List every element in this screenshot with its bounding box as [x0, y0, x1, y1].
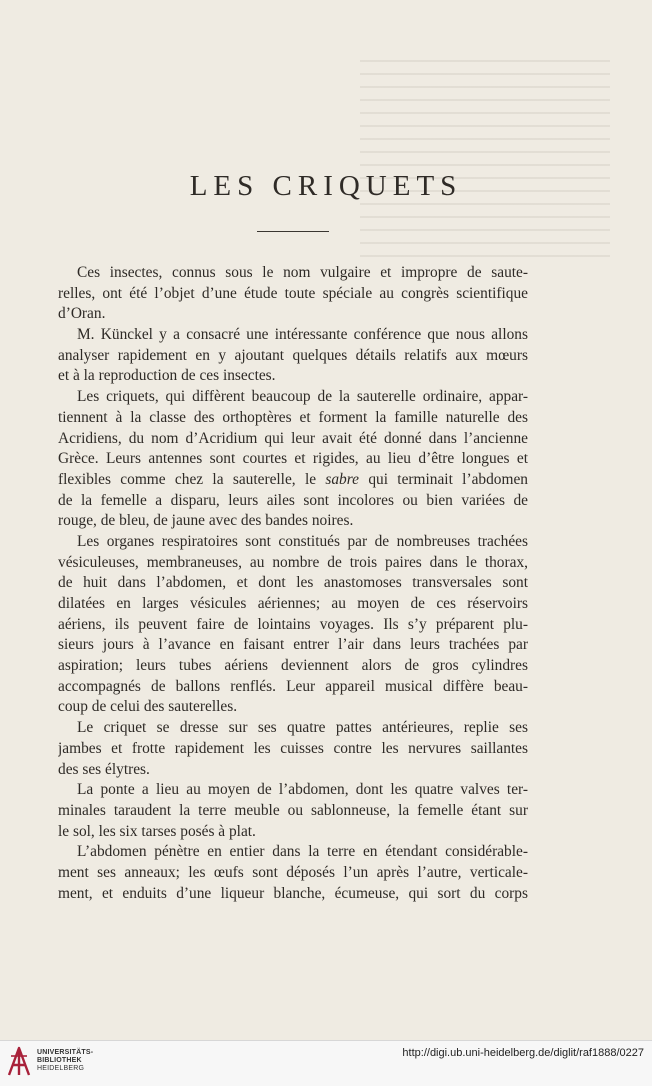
text-line: dilatées en larges vésicules aériennes; au moyen de ces réservoirs: [58, 595, 528, 612]
bleed-through-texture: [360, 60, 610, 260]
library-name-line: UNIVERSITÄTS-: [37, 1049, 94, 1056]
text-line: M. Künckel y a consacré une intéressante conférence que nous allons: [77, 326, 528, 344]
text-line: vésiculeuses, membraneuses, au nombre de trois paires dans le thorax,: [58, 553, 528, 571]
text-run: flexibles comme chez la sauterelle, le: [58, 470, 326, 488]
text-line: accompagnés de ballons renflés. Leur appareil musical diffère beau-: [58, 677, 528, 695]
text-line: Les criquets, qui diffèrent beaucoup de la sauterelle ordinaire, appar-: [77, 388, 528, 406]
text-line: rouge, de bleu, de jaune avec des bandes noires.: [58, 512, 354, 530]
text-line: minales taraudent la terre meuble ou sablonneuse, la femelle étant sur: [58, 801, 528, 819]
text-run: qui terminait l’abdomen: [359, 470, 528, 488]
title-rule: [257, 231, 329, 232]
text-line: Grèce. Leurs antennes sont courtes et rigides, au lieu d’être longues et: [58, 450, 528, 468]
text-line: Acridiens, du nom d’Acridium qui leur avait été donné dans l’ancienne: [58, 429, 528, 447]
text-line: ment ses anneaux; les œufs sont déposés l’un après l’autre, verticale-: [58, 863, 528, 881]
library-logo-icon: [6, 1044, 32, 1078]
text-line: Le criquet se dresse sur ses quatre pattes antérieures, replie ses: [77, 719, 528, 737]
permalink-url[interactable]: http://digi.ub.uni-heidelberg.de/diglit/raf1888/0227: [402, 1047, 644, 1059]
text-line: aspiration; leurs tubes aériens deviennent alors de gros cylindres: [58, 657, 528, 675]
text-line-with-italic: [58, 470, 528, 491]
text-line: Ces insectes, connus sous le nom vulgaire et impropre de saute-: [77, 264, 528, 281]
text-line: aériens, ils peuvent faire de lointains voyages. Ils s’y préparent plu-: [58, 615, 528, 633]
text-line: le sol, les six tarses posés à plat.: [58, 822, 256, 840]
text-line: d’Oran.: [58, 305, 106, 323]
text-line: La ponte a lieu au moyen de l’abdomen, dont les quatre valves ter-: [77, 781, 528, 799]
page-title: LES CRIQUETS: [189, 170, 463, 202]
text-line: relles, ont été l’objet d’une étude toute spéciale au congrès scientifique: [58, 284, 528, 302]
italic-word: sabre: [325, 470, 360, 488]
library-name-line: HEIDELBERG: [37, 1065, 85, 1072]
text-line: sieurs jours à l’avance en faisant entrer l’air dans leurs trachées par: [58, 636, 528, 654]
text-line: jambes et frotte rapidement les cuisses contre les nervures saillantes: [58, 739, 528, 757]
text-line: des ses élytres.: [58, 760, 150, 778]
text-line: et à la reproduction de ces insectes.: [58, 367, 276, 385]
text-line: de la femelle a disparu, leurs ailes sont incolores ou bien variées de: [58, 491, 528, 509]
body-text: [58, 263, 528, 904]
text-line: de huit dans l’abdomen, et dont les anastomoses transversales sont: [58, 574, 528, 592]
text-line: Les organes respiratoires sont constitués par de nombreuses trachées: [77, 532, 528, 550]
library-name-line: BIBLIOTHEK: [37, 1057, 82, 1064]
text-line: tiennent à la classe des orthoptères et forment la famille naturelle des: [58, 408, 528, 426]
text-line: coup de celui des sauterelles.: [58, 698, 238, 716]
text-line: ment, et enduits d’une liqueur blanche, écumeuse, qui sort du corps: [58, 884, 528, 902]
text-line: L’abdomen pénètre en entier dans la terre en étendant considérable-: [77, 843, 528, 861]
text-line: analyser rapidement en y ajoutant quelques détails relatifs aux mœurs: [58, 346, 528, 364]
